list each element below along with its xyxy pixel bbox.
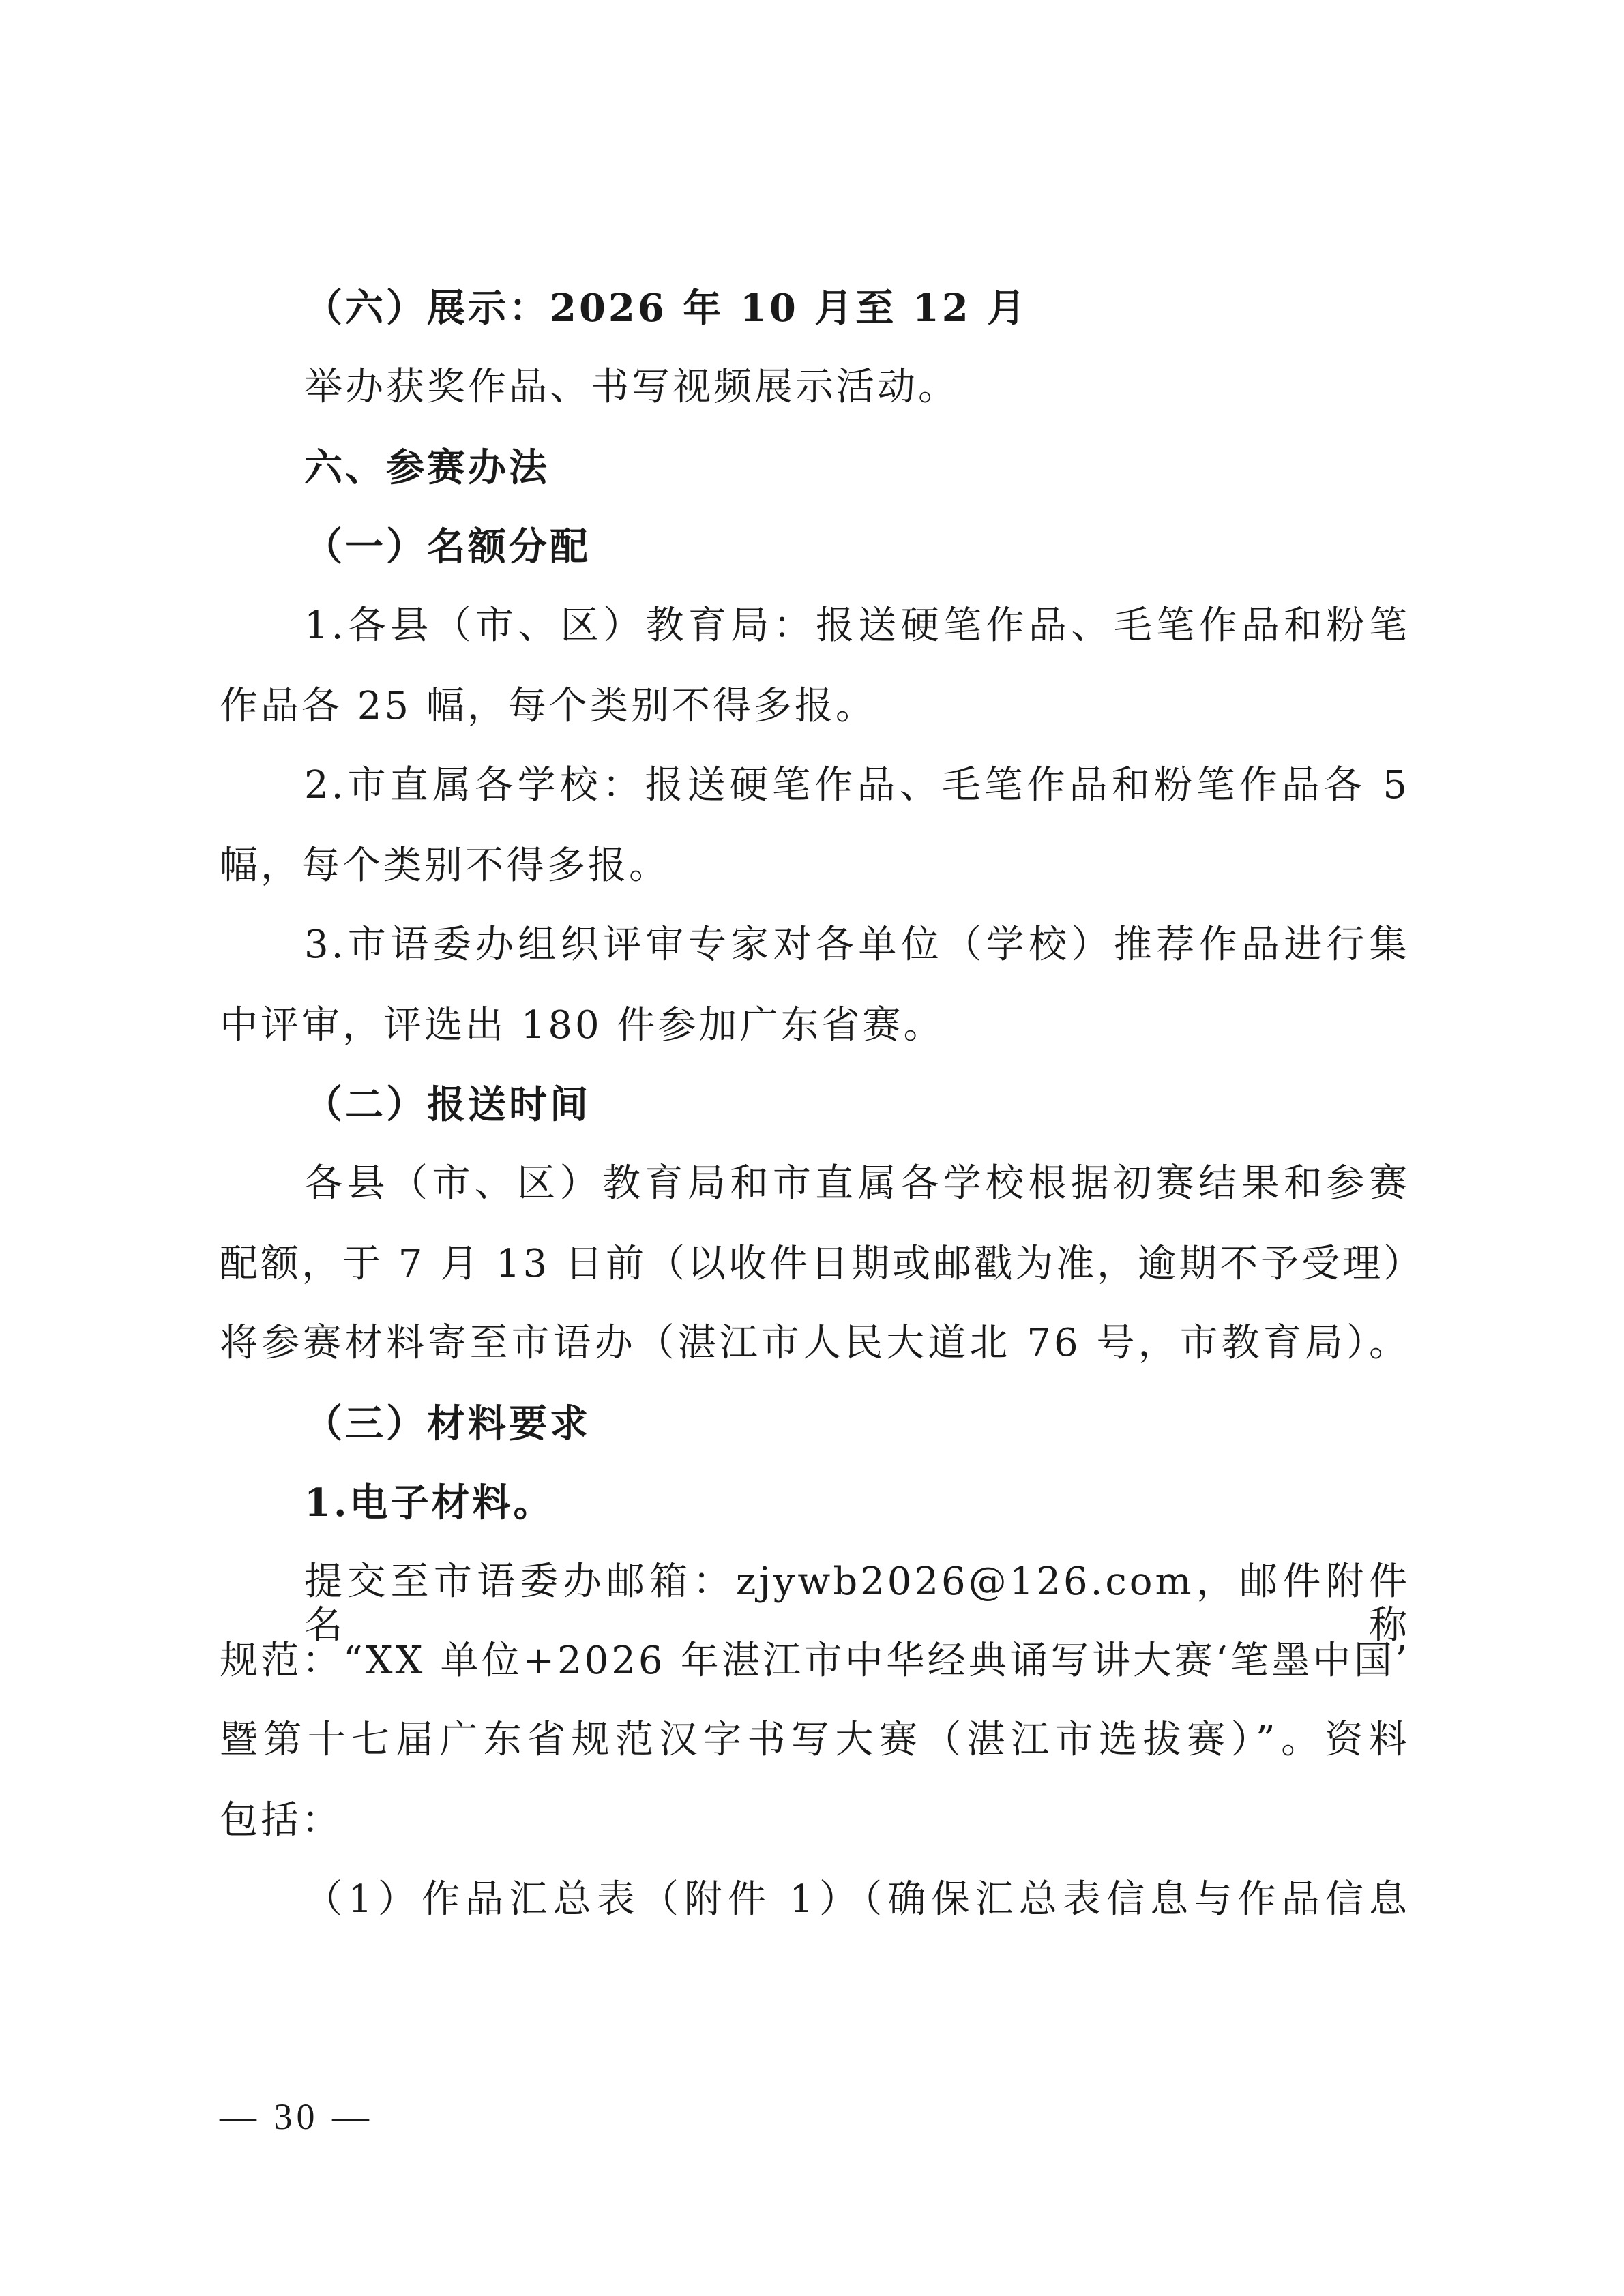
- heading-material-requirements: （三）材料要求: [304, 1401, 591, 1446]
- paragraph-line: 规范：“XX 单位+2026 年湛江市中华经典诵写讲大赛‘笔墨中国’: [220, 1639, 1410, 1683]
- paragraph-line: 配额，于 7 月 13 日前（以收件日期或邮戳为准，逾期不予受理）: [220, 1242, 1425, 1286]
- paragraph-line: 包括：: [220, 1798, 342, 1843]
- paragraph-line: 中评审，评选出 180 件参加广东省赛。: [220, 1003, 945, 1047]
- paragraph-line: 1.各县（市、区）教育局：报送硬笔作品、毛笔作品和粉笔: [304, 603, 1410, 648]
- paragraph-line: 3.市语委办组织评审专家对各单位（学校）推荐作品进行集: [304, 923, 1410, 967]
- page-number: — 30 —: [220, 2096, 373, 2137]
- paragraph-line: 举办获奖作品、书写视频展示活动。: [304, 365, 959, 409]
- paragraph-line: 各县（市、区）教育局和市直属各学校根据初赛结果和参赛: [304, 1161, 1410, 1206]
- heading-electronic-materials: 1.电子材料。: [304, 1480, 555, 1525]
- heading-quota-allocation: （一）名额分配: [304, 524, 591, 569]
- heading-submission-time: （二）报送时间: [304, 1082, 591, 1127]
- heading-participation-method: 六、参赛办法: [304, 445, 550, 490]
- paragraph-line: 2.市直属各学校：报送硬笔作品、毛笔作品和粉笔作品各 5: [304, 763, 1410, 807]
- paragraph-line: 幅，每个类别不得多报。: [220, 844, 670, 888]
- paragraph-line: （1）作品汇总表（附件 1）（确保汇总表信息与作品信息: [304, 1877, 1410, 1922]
- paragraph-line: 将参赛材料寄至市语办（湛江市人民大道北 76 号，市教育局）。: [220, 1321, 1411, 1365]
- paragraph-line: 提交至市语委办邮箱：zjywb2026@126.com，邮件附件名称: [304, 1560, 1410, 1648]
- heading-exhibition: （六）展示：2026 年 10 月至 12 月: [304, 286, 1029, 331]
- paragraph-line: 作品各 25 幅，每个类别不得多报。: [220, 684, 876, 728]
- paragraph-line: 暨第十七届广东省规范汉字书写大赛（湛江市选拔赛）”。资料: [220, 1718, 1410, 1762]
